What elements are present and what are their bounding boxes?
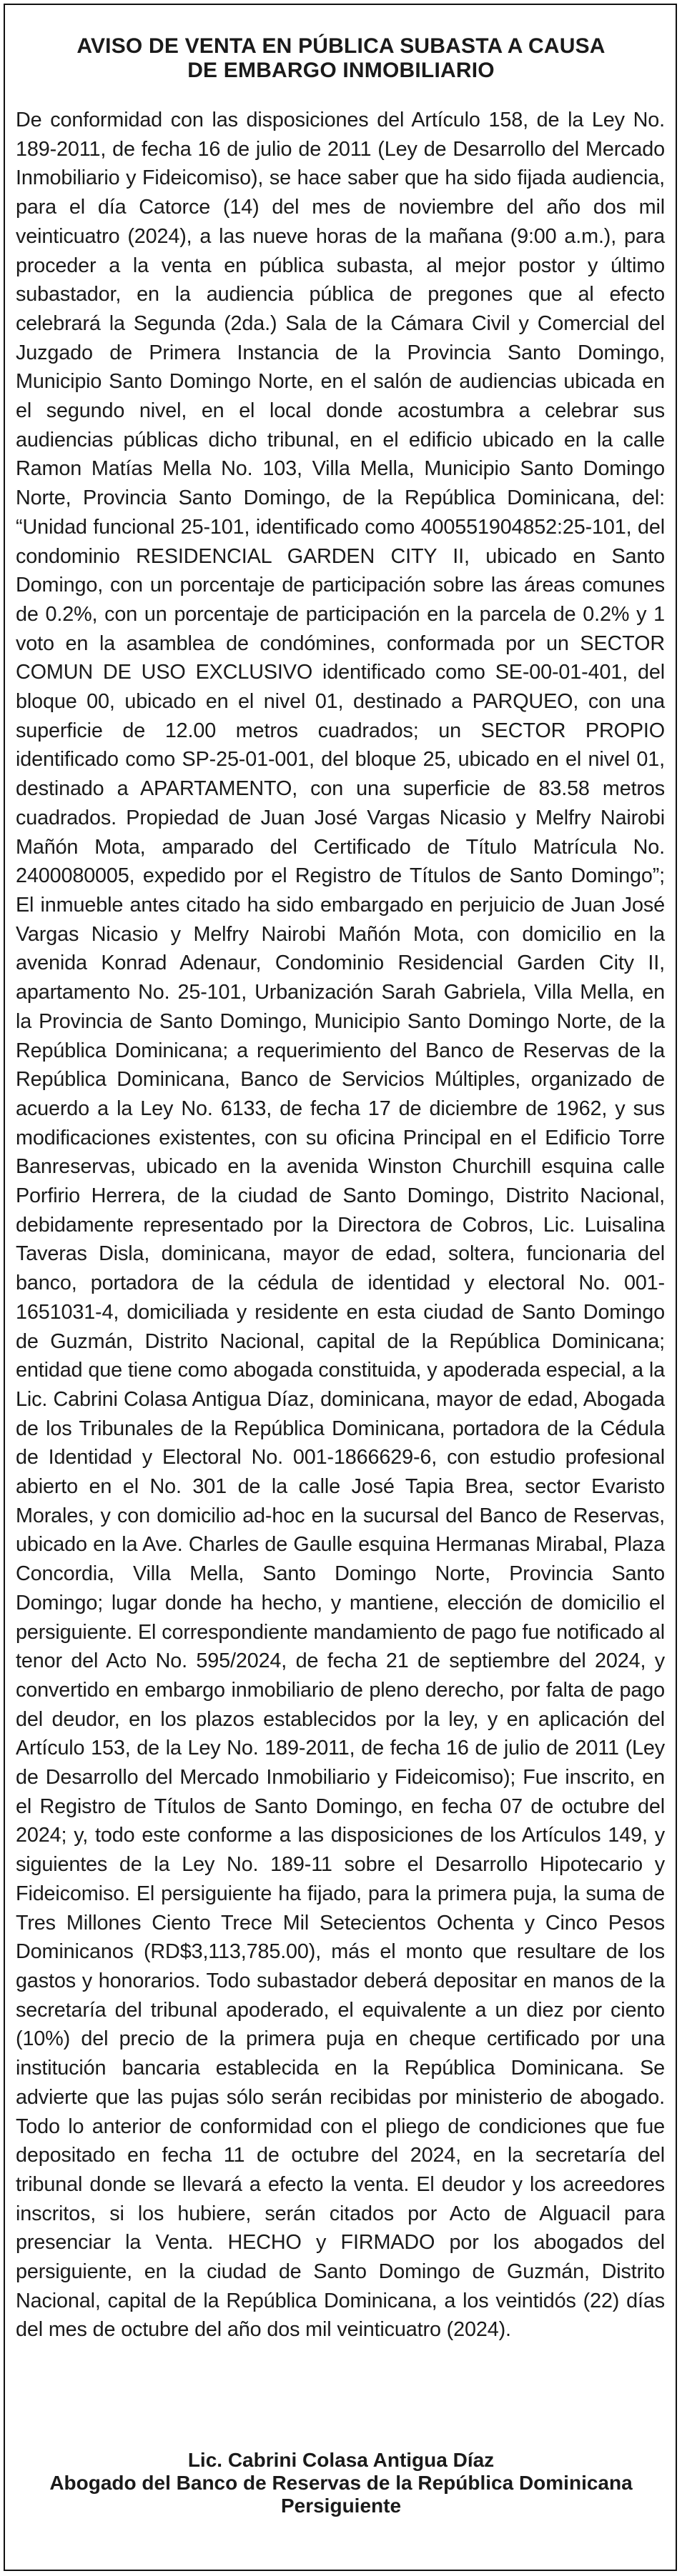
- signer-role: Abogado del Banco de Reservas de la República Dominicana: [49, 2472, 633, 2494]
- signer-party: Persiguiente: [280, 2495, 402, 2517]
- signer-name: Lic. Cabrini Colasa Antigua Díaz: [187, 2449, 495, 2471]
- notice-body: De conformidad con las disposiciones del Artículo 158, de la Ley No. 189-2011, de fecha 16 de julio de 2011 (Ley de Desarrollo del Mercado Inmobiliario y Fideicomiso), se hace saber que ha sido fijada audiencia, para el día Catorce (14) del mes de noviembre del año dos mil veinticuatro (2024), a las nueve horas de la mañana (9:00 a.m.), para proceder a la venta en pública subasta, al mejor postor y último subastador, en la audiencia pública de pregones que al efecto celebrará la Segunda (2da.) Sala de la Cámara Civil y Comercial del Juzgado de Primera Instancia de la Provincia Santo Domingo, Municipio Santo Domingo Norte, en el salón de audiencias ubicada en el segundo nivel, en el local donde acostumbra a celebrar sus audiencias públicas dicho tribunal, en el edificio ubicado en la calle Ramon Matías Mella No. 103, Villa Mella, Municipio Santo Domingo Norte, Provincia Santo Domingo, de la República Dominicana, del: “Unidad funcional 25-101, identificado como 400551904852:25-101, del condominio RESIDENCIAL GARDEN CITY II, ubicado en Santo Domingo, con un porcentaje de participación sobre las áreas comunes de 0.2%, con un porcentaje de participación en la parcela de 0.2% y 1 voto en la asamblea de condómines, conformada por un SECTOR COMUN DE USO EXCLUSIVO identificado como SE-00-01-401, del bloque 00, ubicado en el nivel 01, destinado a PARQUEO, con una superficie de 12.00 metros cuadrados; un SECTOR PROPIO identificado como SP-25-01-001, del bloque 25, ubicado en el nivel 01, destinado a APARTAMENTO, con una superficie de 83.58 metros cuadrados. Propiedad de Juan José Vargas Nicasio y Melfry Nairobi Mañón Mota, amparado del Certificado de Título Matrícula No. 2400080005, expedido por el Registro de Títulos de Santo Domingo”; El inmueble antes citado ha sido embargado en perjuicio de Juan José Vargas Nicasio y Melfry Nairobi Mañón Mota, con domicilio en la avenida Konrad Adenaur, Condominio Residencial Garden City II, apartamento No. 25-101, Urbanización Sarah Gabriela, Villa Mella, en la Provincia de Santo Domingo, Municipio Santo Domingo Norte, de la República Dominicana; a requerimiento del Banco de Reservas de la República Dominicana, Banco de Servicios Múltiples, organizado de acuerdo a la Ley No. 6133, de fecha 17 de diciembre de 1962, y sus modificaciones existentes, con su oficina Principal en el Edificio Torre Banreservas, ubicado en la avenida Winston Churchill esquina calle Porfirio Herrera, de la ciudad de Santo Domingo, Distrito Nacional, debidamente representado por la Directora de Cobros, Lic. Luisalina Taveras Disla, dominicana, mayor de edad, soltera, funcionaria del banco, portadora de la cédula de identidad y electoral No. 001-1651031-4, domiciliada y residente en esta ciudad de Santo Domingo de Guzmán, Distrito Nacional, capital de la República Dominicana; entidad que tiene como abogada constituida, y apoderada especial, a la Lic. Cabrini Colasa Antigua Díaz, dominicana, mayor de edad, Abogada de los Tribunales de la República Dominicana, portadora de la Cédula de Identidad y Electoral No. 001-1866629-6, con estudio profesional abierto en el No. 301 de la calle José Tapia Brea, sector Evaristo Morales, y con domicilio ad-hoc en la sucursal del Banco de Reservas, ubicado en la Ave. Charles de Gaulle esquina Hermanas Mirabal, Plaza Concordia, Villa Mella, Santo Domingo Norte, Provincia Santo Domingo; lugar donde ha hecho, y mantiene, elección de domicilio el persiguiente. El correspondiente mandamiento de pago fue notificado al tenor del Acto No. 595/2024, de fecha 21 de septiembre del 2024, y convertido en embargo inmobiliario de pleno derecho, por falta de pago del deudor, en los plazos establecidos por la ley, y en aplicación del Artículo 153, de la Ley No. 189-2011, de fecha 16 de julio de 2011 (Ley de Desarrollo del Mercado Inmobiliario y Fideicomiso); Fue inscrito, en el Registro de Títulos de Santo Domingo, en fecha 07 de octubre del 2024; y, todo este conforme a las disposiciones de los Artículos 149, y siguientes de la Ley No. 189-11 sobre el Desarrollo Hipotecario y Fideicomiso. El persiguiente ha fijado, para la primera puja, la suma de Tres Millones Ciento Trece Mil Setecientos Ochenta y Cinco Pesos Dominicanos (RD$3,113,785.00), más el monto que resultare de los gastos y honorarios. Todo subastador deberá depositar en manos de la secretaría del tribunal apoderado, el equivalente a un diez por ciento (10%) del precio de la primera puja en cheque certificado por una institución bancaria establecida en la República Dominicana. Se advierte que las pujas sólo serán recibidas por ministerio de abogado. Todo lo anterior de conformidad con el pliego de condiciones que fue depositado en fecha 11 de octubre del 2024, en la secretaría del tribunal donde se llevará a efecto la venta. El deudor y los acreedores inscritos, si los hubiere, serán citados por Acto de Alguacil para presenciar la Venta. HECHO y FIRMADO por los abogados del persiguiente, en la ciudad de Santo Domingo de Guzmán, Distrito Nacional, capital de la República Dominicana, a los veintidós (22) días del mes de octubre del año dos mil veinticuatro (2024).: [16, 109, 665, 2342]
- title-line-2: DE EMBARGO INMOBILIARIO: [187, 59, 495, 82]
- notice-title: [0, 34, 682, 83]
- title-line-1: AVISO DE VENTA EN PÚBLICA SUBASTA A CAUSA: [76, 34, 606, 58]
- signature-block: [0, 2449, 682, 2517]
